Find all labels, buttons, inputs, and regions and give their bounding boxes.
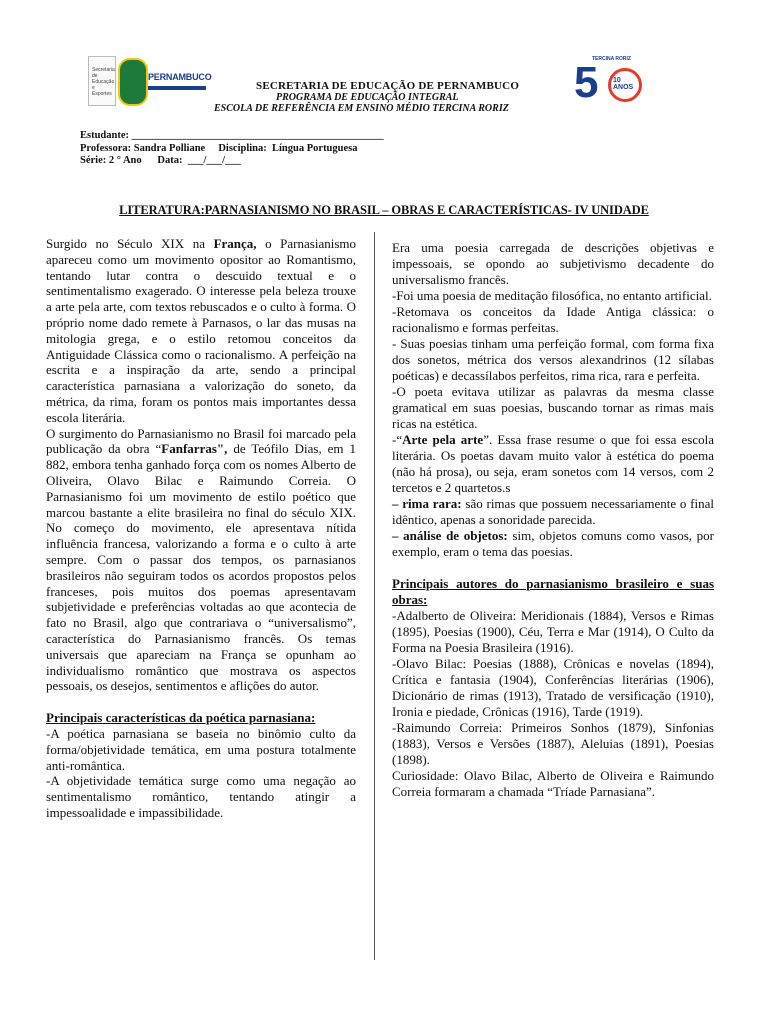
author-item: -Raimundo Correia: Primeiros Sonhos (1879), Sinfonias (1883), Versos e Versões (1887), Aleluias (1891), Poesias (1898). [392, 720, 714, 767]
bold-run: Fanfarras", [161, 441, 228, 457]
crest-icon [88, 56, 116, 106]
right-column [392, 240, 714, 800]
text-run: ”. Essa frase resume o que foi essa escola literária. Os poetas davam muito valor à estética do poema (não há prosa), ou seja, eram sonetos com 14 versos, com 2 tercetos e 2 quartetos.s [392, 432, 714, 495]
curiosity-note: Curiosidade: Olavo Bilac, Alberto de Oliveira e Raimundo Correia formaram a chamada “Tríade Parnasiana”. [392, 768, 714, 799]
characteristic-item: Era uma poesia carregada de descrições objetivas e impessoais, se opondo ao subjetivismo decadente do universalismo francês. [392, 240, 714, 287]
text-run: O surgimento do Parnasianismo no Brasil foi marcado pela publicação da obra “ [46, 425, 356, 457]
characteristic-item [392, 496, 714, 528]
characteristic-item [392, 432, 714, 496]
seal-icon [118, 58, 148, 106]
characteristic-item: -Retomava os conceitos da Idade Antiga clássica: o racionalismo e formas perfeitas. [392, 304, 714, 335]
text-run: sim, objetos comuns como vasos, por exemplo, eram o tema das poesias. [392, 528, 714, 559]
brazil-paragraph [46, 426, 356, 695]
characteristic-item [392, 528, 714, 560]
grade-date-line: Série: 2 ° Ano Data: ___/___/___ [80, 155, 241, 166]
intro-paragraph [46, 236, 356, 426]
authors-heading: Principais autores do parnasianismo brasileiro e suas obras: [392, 576, 714, 607]
characteristics-heading: Principais características da poética parnasiana: [46, 710, 316, 726]
bold-run: França, [213, 236, 257, 251]
text-run: Surgido no Século XIX na [46, 236, 214, 251]
text-run: o Parnasianismo apareceu como um movimento opositor ao Romantismo, tentando lutar contra o descuido textual e o sentimentalismo exagerado. O interesse pela beleza trouxe a arte pela arte, com textos rebuscados e o culto à forma. O próprio nome dado remete à Parnasos, o lar das musas na mitologia grega, e o estilo retomou conceitos da Antiguidade Clássica como o racionalismo. A perfeição na escrita e a inspiração da arte, sendo a principal característica parnasiana a valorização do soneto, da métrica, da rima, foram os pontos mais importantes dessa escola literária. [46, 236, 356, 425]
institution-header [210, 80, 570, 114]
logo-bar [148, 86, 206, 90]
school-logo-caption: TERCINA RORIZ [592, 56, 631, 62]
bold-run: Arte pela arte [402, 432, 484, 447]
header-line-2: PROGRAMA DE EDUCAÇÃO INTEGRAL [276, 92, 459, 103]
student-info [80, 130, 384, 168]
bold-run: – rima rara: [392, 496, 462, 511]
page-title: LITERATURA:PARNASIANISMO NO BRASIL – OBRAS E CARACTERÍSTICAS- IV UNIDADE [119, 203, 649, 217]
spacer [392, 560, 714, 576]
characteristic-item: -Foi uma poesia de meditação filosófica, no entanto artificial. [392, 288, 712, 303]
characteristic-item: -A objetividade temática surge como uma negação ao sentimentalismo romântico, tentando atingir a impessoalidade e impassibilidade. [46, 773, 356, 820]
header-line-1: SECRETARIA DE EDUCAÇÃO DE PERNAMBUCO [256, 80, 520, 92]
text-run: de Teófilo Dias, em 1 882, embora tenha ganhado força com os nomes Alberto de Oliveira, Olavo Bilac e Raimundo Correia. O Parnasianismo foi um movimento de estilo poético que marcou bastante a elite brasileira no final do século XIX. No começo do movimento, ele apresentava nítida influência francesa, valorizando a forma e o culto à arte sempre. Com o passar dos tempos, os parnasianos brasileiros não seguiram todos os acordos propostos pelos franceses, pois muitos dos poemas apresentavam subjetividade e preferências voltadas ao que acontecia de fato no Brasil, algo que contrariava o “universalismo”, característica do Parnasianismo francês. Os temas universais que apareciam na França se opunham ao individualismo romântico que mostrava os aspectos pessoais, os desejos, sentimentos e aflições do autor. [46, 441, 356, 694]
logo-caption: Secretaria de Educação e Esportes [92, 67, 115, 97]
author-item: -Adalberto de Oliveira: Meridionais (1884), Versos e Rimas (1895), Poesias (1900), Céu, Terra e Mar (1914), O Culto da Forma na Poesia Brasileira (1916). [392, 608, 714, 655]
logo-brand: PERNAMBUCO [148, 72, 212, 82]
anniversary-ring-text: 10 ANOS [613, 77, 634, 91]
characteristic-item: -O poeta evitava utilizar as palavras da mesma classe gramatical em suas poesias, buscando tornar as rimas mais ricas na estética. [392, 384, 714, 431]
text-run: -“ [392, 432, 403, 447]
author-item: -Olavo Bilac: Poesias (1888), Crônicas e novelas (1894), Crítica e fantasia (1904), Conferências literárias (1906), Dicionário de rimas (1913), Tratado de versificação (1910), Ironia e piedade, Crônicas (1916), Tarde (1919). [392, 656, 714, 719]
characteristic-item: -A poética parnasiana se baseia no binômio culto da forma/objetividade temática, em uma postura totalmente anti-romântica. [46, 725, 356, 773]
pernambuco-logo [88, 56, 212, 108]
left-column [46, 236, 356, 821]
teacher-line: Professora: Sandra Polliane Disciplina: Língua Portuguesa [80, 142, 358, 154]
bold-run: – análise de objetos: [392, 528, 508, 543]
text-run: são rimas que possuem necessariamente o final idêntico, apenas a sonoridade parecida. [392, 496, 714, 527]
anniversary-number: 5 [574, 58, 599, 107]
spacer [46, 694, 356, 710]
school-anniversary-logo [572, 56, 642, 110]
column-divider [374, 232, 375, 960]
header-line-3: ESCOLA DE REFERÊNCIA EM ENSINO MÉDIO TERCINA RORIZ [214, 103, 509, 114]
student-line: Estudante: ________________________________________________ [80, 130, 384, 141]
characteristic-item: - Suas poesias tinham uma perfeição formal, com forma fixa dos sonetos, métrica dos versos alexandrinos (12 sílabas poéticas) e decassílabos perfeitos, rima rica, rara e perfeita. [392, 336, 714, 383]
